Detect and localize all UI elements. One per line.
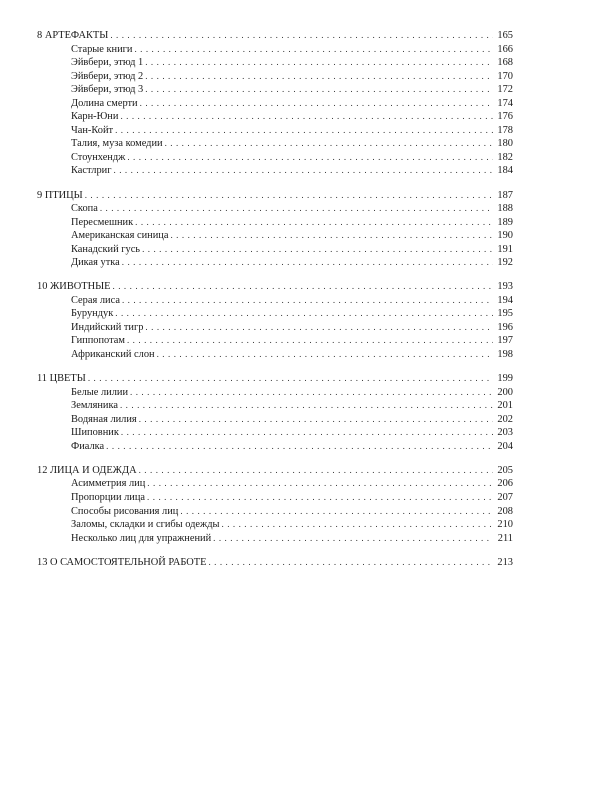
dot-leader — [139, 413, 493, 427]
dot-leader — [106, 440, 493, 454]
toc-item-title: Американская синица — [71, 230, 169, 242]
toc-item-page-number: 188 — [497, 203, 513, 215]
dot-leader — [165, 137, 493, 151]
toc-item-entry[interactable] — [37, 256, 513, 270]
toc-chapter-entry[interactable] — [37, 189, 513, 203]
dot-leader — [110, 29, 493, 43]
toc-item-title: Пропорции лица — [71, 491, 146, 503]
toc-item-page-number: 191 — [497, 243, 513, 255]
table-of-contents — [37, 29, 513, 580]
toc-item-title: Кастлриг — [71, 165, 112, 177]
dot-leader — [88, 372, 493, 386]
toc-item-entry[interactable] — [37, 426, 513, 440]
toc-item-entry[interactable] — [37, 216, 513, 230]
toc-chapter — [37, 280, 513, 361]
dot-leader — [85, 189, 493, 203]
toc-item-entry[interactable] — [37, 532, 513, 546]
toc-item-page-number: 174 — [497, 97, 513, 109]
toc-item-title: Фиалка — [71, 440, 105, 452]
toc-item-title: Земляника — [71, 400, 118, 412]
dot-leader — [145, 56, 493, 70]
chapter-title: ЖИВОТНЫЕ — [50, 281, 111, 293]
toc-chapter-entry[interactable] — [37, 464, 513, 478]
dot-leader — [222, 518, 494, 532]
toc-item-title: Белые лилии — [71, 386, 129, 398]
toc-chapter-entry[interactable] — [37, 29, 513, 43]
toc-item-page-number: 194 — [497, 294, 513, 306]
toc-item-entry[interactable] — [37, 110, 513, 124]
dot-leader — [213, 532, 493, 546]
dot-leader — [115, 307, 493, 321]
dot-leader — [135, 216, 493, 230]
toc-item-entry[interactable] — [37, 491, 513, 505]
toc-item-page-number: 192 — [497, 257, 513, 269]
dot-leader — [130, 386, 493, 400]
toc-item-entry[interactable] — [37, 294, 513, 308]
toc-item-entry[interactable] — [37, 56, 513, 70]
toc-item-page-number: 202 — [497, 413, 513, 425]
chapter-number: 9 — [37, 189, 43, 201]
toc-item-page-number: 189 — [497, 216, 513, 228]
toc-item-title: Канадский гусь — [71, 243, 141, 255]
dot-leader — [134, 43, 493, 57]
toc-item-entry[interactable] — [37, 505, 513, 519]
chapter-page-number: 199 — [497, 373, 513, 385]
chapter-page-number: 205 — [497, 464, 513, 476]
toc-item-page-number: 204 — [497, 440, 513, 452]
dot-leader — [170, 229, 493, 243]
dot-leader — [145, 83, 493, 97]
toc-item-title: Карн-Юни — [71, 111, 119, 123]
dot-leader — [115, 124, 493, 138]
toc-item-page-number: 210 — [497, 519, 513, 531]
dot-leader — [142, 243, 493, 257]
dot-leader — [100, 202, 493, 216]
dot-leader — [208, 556, 493, 570]
toc-item-entry[interactable] — [37, 202, 513, 216]
toc-item-page-number: 200 — [497, 386, 513, 398]
toc-chapter — [37, 556, 513, 570]
toc-item-page-number: 166 — [497, 43, 513, 55]
toc-item-page-number: 206 — [497, 478, 513, 490]
toc-item-page-number: 197 — [497, 335, 513, 347]
toc-item-entry[interactable] — [37, 70, 513, 84]
toc-item-page-number: 180 — [497, 138, 513, 150]
dot-leader — [145, 321, 493, 335]
toc-item-entry[interactable] — [37, 229, 513, 243]
toc-chapter — [37, 464, 513, 545]
toc-item-page-number: 203 — [497, 427, 513, 439]
toc-item-entry[interactable] — [37, 83, 513, 97]
toc-item-page-number: 208 — [497, 505, 513, 517]
chapter-page-number: 187 — [497, 189, 513, 201]
toc-item-page-number: 201 — [497, 400, 513, 412]
toc-item-title: Шиповник — [71, 427, 119, 439]
toc-item-title: Гиппопотам — [71, 335, 125, 347]
toc-item-title: Долина смерти — [71, 97, 138, 109]
toc-item-title: Несколько лиц для упражнений — [71, 532, 212, 544]
dot-leader — [122, 256, 493, 270]
dot-leader — [114, 164, 493, 178]
toc-item-title: Эйвбери, этюд 2 — [71, 70, 144, 82]
dot-leader — [145, 70, 493, 84]
toc-item-title: Старые книги — [71, 43, 133, 55]
toc-chapter — [37, 372, 513, 453]
toc-item-title: Дикая утка — [71, 257, 120, 269]
chapter-page-number: 193 — [497, 281, 513, 293]
toc-item-title: Эйвбери, этюд 3 — [71, 84, 144, 96]
toc-item-title: Водяная лилия — [71, 413, 137, 425]
chapter-title: АРТЕФАКТЫ — [44, 30, 109, 41]
toc-item-entry[interactable] — [37, 348, 513, 362]
toc-item-title: Африканский слон — [71, 349, 155, 361]
toc-item-entry[interactable] — [37, 413, 513, 427]
toc-item-page-number: 207 — [497, 491, 513, 503]
toc-item-entry[interactable] — [37, 399, 513, 413]
toc-item-page-number: 190 — [497, 230, 513, 242]
chapter-title: ЦВЕТЫ — [49, 373, 86, 385]
toc-chapter-entry[interactable] — [37, 372, 513, 386]
toc-item-page-number: 198 — [497, 349, 513, 361]
toc-item-title: Бурундук — [71, 308, 114, 320]
toc-item-entry[interactable] — [37, 137, 513, 151]
dot-leader — [120, 110, 493, 124]
dot-leader — [127, 334, 493, 348]
toc-item-entry[interactable] — [37, 124, 513, 138]
toc-item-title: Асимметрия лиц — [71, 478, 146, 490]
chapter-page-number: 213 — [497, 556, 513, 568]
toc-item-title: Чан-Койт — [71, 124, 114, 136]
dot-leader — [147, 491, 493, 505]
dot-leader — [127, 151, 493, 165]
dot-leader — [140, 97, 493, 111]
toc-item-page-number: 168 — [497, 57, 513, 69]
toc-item-title: Заломы, складки и сгибы одежды — [71, 519, 220, 531]
chapter-page-number: 165 — [497, 30, 513, 41]
toc-item-entry[interactable] — [37, 151, 513, 165]
toc-item-title: Стоунхендж — [71, 151, 126, 163]
dot-leader — [157, 348, 493, 362]
toc-item-title: Талия, муза комедии — [71, 138, 163, 150]
toc-item-title: Способы рисования лиц — [71, 505, 179, 517]
toc-item-title: Эйвбери, этюд 1 — [71, 57, 144, 69]
dot-leader — [180, 505, 493, 519]
chapter-number: 13 — [37, 556, 48, 568]
chapter-number: 8 — [37, 30, 43, 41]
chapter-title: ПТИЦЫ — [44, 189, 83, 201]
toc-item-page-number: 196 — [497, 321, 513, 333]
toc-item-entry[interactable] — [37, 307, 513, 321]
toc-item-entry[interactable] — [37, 334, 513, 348]
dot-leader — [120, 399, 493, 413]
toc-item-page-number: 211 — [497, 532, 513, 544]
chapter-title: ЛИЦА И ОДЕЖДА — [50, 464, 137, 476]
dot-leader — [121, 426, 493, 440]
toc-item-page-number: 178 — [497, 124, 513, 136]
toc-item-page-number: 195 — [497, 308, 513, 320]
chapter-title: О САМОСТОЯТЕЛЬНОЙ РАБОТЕ — [50, 556, 207, 568]
toc-item-entry[interactable] — [37, 43, 513, 57]
toc-chapter-entry[interactable] — [37, 280, 513, 294]
toc-item-title: Индийский тигр — [71, 321, 144, 333]
toc-item-title: Скопа — [71, 203, 98, 215]
toc-item-page-number: 172 — [497, 84, 513, 96]
dot-leader — [147, 477, 493, 491]
dot-leader — [139, 464, 493, 478]
toc-item-entry[interactable] — [37, 477, 513, 491]
toc-item-page-number: 176 — [497, 111, 513, 123]
dot-leader — [122, 294, 493, 308]
toc-item-page-number: 170 — [497, 70, 513, 82]
dot-leader — [113, 280, 493, 294]
toc-item-entry[interactable] — [37, 518, 513, 532]
toc-item-entry[interactable] — [37, 386, 513, 400]
toc-chapter — [37, 29, 513, 178]
toc-item-entry[interactable] — [37, 164, 513, 178]
toc-item-entry[interactable] — [37, 243, 513, 257]
toc-item-page-number: 184 — [497, 165, 513, 177]
toc-item-entry[interactable] — [37, 321, 513, 335]
chapter-number: 11 — [37, 373, 48, 385]
toc-chapter-entry[interactable] — [37, 556, 513, 570]
toc-item-page-number: 182 — [497, 151, 513, 163]
toc-item-title: Серая лиса — [71, 294, 120, 306]
toc-item-entry[interactable] — [37, 97, 513, 111]
toc-item-entry[interactable] — [37, 440, 513, 454]
toc-chapter — [37, 189, 513, 270]
toc-item-title: Пересмешник — [71, 216, 134, 228]
chapter-number: 10 — [37, 281, 48, 293]
chapter-number: 12 — [37, 464, 48, 476]
